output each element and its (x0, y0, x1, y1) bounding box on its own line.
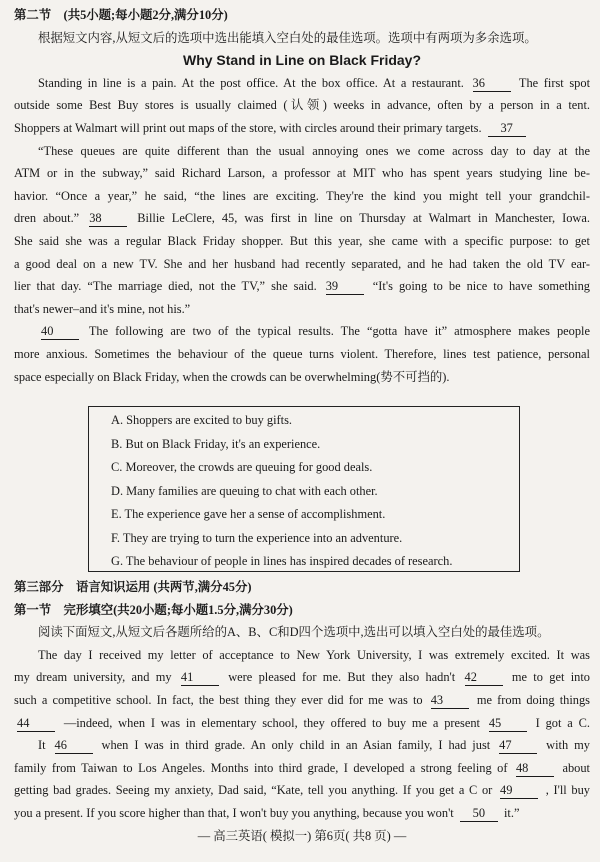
blank-48[interactable]: 48 (516, 761, 554, 777)
option-f[interactable]: F. They are trying to turn the experience into an adventure. (111, 530, 403, 545)
option-b[interactable]: B. But on Black Friday, it's an experience. (111, 436, 321, 451)
option-a[interactable]: A. Shoppers are excited to buy gifts. (111, 413, 293, 427)
blank-37[interactable]: 37 (488, 121, 526, 137)
part3-section (14, 576, 590, 847)
blank-47[interactable]: 47 (499, 738, 537, 754)
blank-44[interactable]: 44 (17, 716, 55, 732)
paragraph-2-line: “These queues are quite different than the usual annoying ones we come across day to day at the (38, 143, 590, 158)
part3-sub-header: 第一节 完形填空(共20小题;每小题1.5分,满分30分) (14, 602, 293, 617)
options-box (88, 406, 520, 572)
cloze-line: It 46 when I was in third grade. An only child in an Asian family, I had just 47 with my (38, 738, 590, 753)
paragraph-2-line: a good deal on a new TV. She and her husband had recently separated, and he had taken the old TV ear- (14, 256, 590, 271)
paragraph-1-line: outside some Best Buy stores is usually claimed (认领) weeks in advance, often by a person in a tent. (14, 98, 590, 113)
blank-39[interactable]: 39 (326, 279, 364, 295)
cloze-line: you a present. If you score higher than that, I won't buy you anything, because you won't 50 it.” (14, 805, 520, 820)
paragraph-1-line: Standing in line is a pain. At the post office. At the box office. At a restaurant. 36 The first spot (38, 75, 591, 90)
paragraph-2-line: that's newer–and it's mine, not his.” (14, 301, 191, 316)
paragraph-2-line: dren about.” 38 Billie LeClere, 45, was first in line on Thursday at Walmart in Manchester, Iowa. (14, 211, 590, 226)
blank-41[interactable]: 41 (181, 670, 219, 686)
paragraph-1-line: Shoppers at Walmart will print out maps of the store, with circles around their primary targets. 37 (14, 117, 590, 140)
passage-title: Why Stand in Line on Black Friday? (182, 52, 422, 69)
blank-49[interactable]: 49 (500, 783, 538, 799)
blank-40[interactable]: 40 (41, 324, 79, 340)
blank-36[interactable]: 36 (473, 76, 511, 92)
section2-header: 第二节 (共5小题;每小题2分,满分10分) (14, 8, 228, 22)
blank-43[interactable]: 43 (431, 693, 469, 709)
cloze-line: getting bad grades. Seeing my anxiety, Dad said, “Kate, tell you anything. If you get a C or 49 , I'll buy (14, 783, 590, 798)
blank-46[interactable]: 46 (55, 738, 93, 754)
cloze-line: my dream university, and my 41 were pleased for me. But they also hadn't 42 me to get into (14, 670, 590, 685)
cloze-line: 44 —indeed, when I was in elementary school, they offered to buy me a present 45 I got a C. (17, 715, 590, 730)
paragraph-2-line: ATM or in the subway,” said Richard Larson, a professor at MIT who has spent years studying line be- (14, 166, 590, 181)
cloze-line: such a competitive school. In fact, the best thing they ever did for me was to 43 me from doing things (14, 692, 590, 707)
cloze-line: family from Taiwan to Los Angeles. Months into third grade, I developed a strong feeling of 48 about (14, 760, 590, 775)
paragraph-2-line: havior. “Once a year,” he said, “the lines are exciting. They're the kind you might tell your grandchil- (14, 188, 590, 203)
option-c[interactable]: C. Moreover, the crowds are queuing for good deals. (111, 460, 373, 474)
part3-header: 第三部分 语言知识运用 (共两节,满分45分) (14, 580, 252, 594)
paragraph-3-line: more anxious. Sometimes the behaviour of the queue turns violent. Therefore, lines test patience, personal (14, 346, 590, 361)
paragraph-2-line: lier that day. “The marriage died, not the TV,” she said. 39 “It's going to be nice to have something (14, 279, 590, 294)
cloze-line: The day I received my letter of acceptance to New York University, I was extremely excited. It was (38, 647, 590, 662)
paragraph-3-line: space especially on Black Friday, when the crowds can be overwhelming(势不可挡的). (14, 369, 450, 384)
paragraph-3-line: 40 The following are two of the typical results. The “gotta have it” atmosphere makes people (41, 324, 590, 339)
option-e[interactable]: E. The experience gave her a sense of accomplishment. (111, 507, 386, 521)
part3-instruction: 阅读下面短文,从短文后各题所给的A、B、C和D四个选项中,选出可以填入空白处的最佳选项。 (38, 625, 550, 640)
page-footer: — 高三英语( 模拟一) 第6页( 共8 页) — (197, 828, 407, 843)
paragraph-2-line: She said she was a regular Black Friday shopper. But this year, she came with a specific purpose: to get (14, 233, 590, 248)
option-g[interactable]: G. The behaviour of people in lines has inspired decades of research. (111, 554, 453, 568)
blank-45[interactable]: 45 (489, 716, 527, 732)
section2-instruction: 根据短文内容,从短文后的选项中选出能填入空白处的最佳选项。选项中有两项为多余选项。 (38, 30, 537, 45)
option-d[interactable]: D. Many families are queuing to chat with each other. (111, 483, 378, 498)
blank-50[interactable]: 50 (460, 806, 498, 822)
blank-38[interactable]: 38 (89, 211, 127, 227)
blank-42[interactable]: 42 (465, 670, 503, 686)
